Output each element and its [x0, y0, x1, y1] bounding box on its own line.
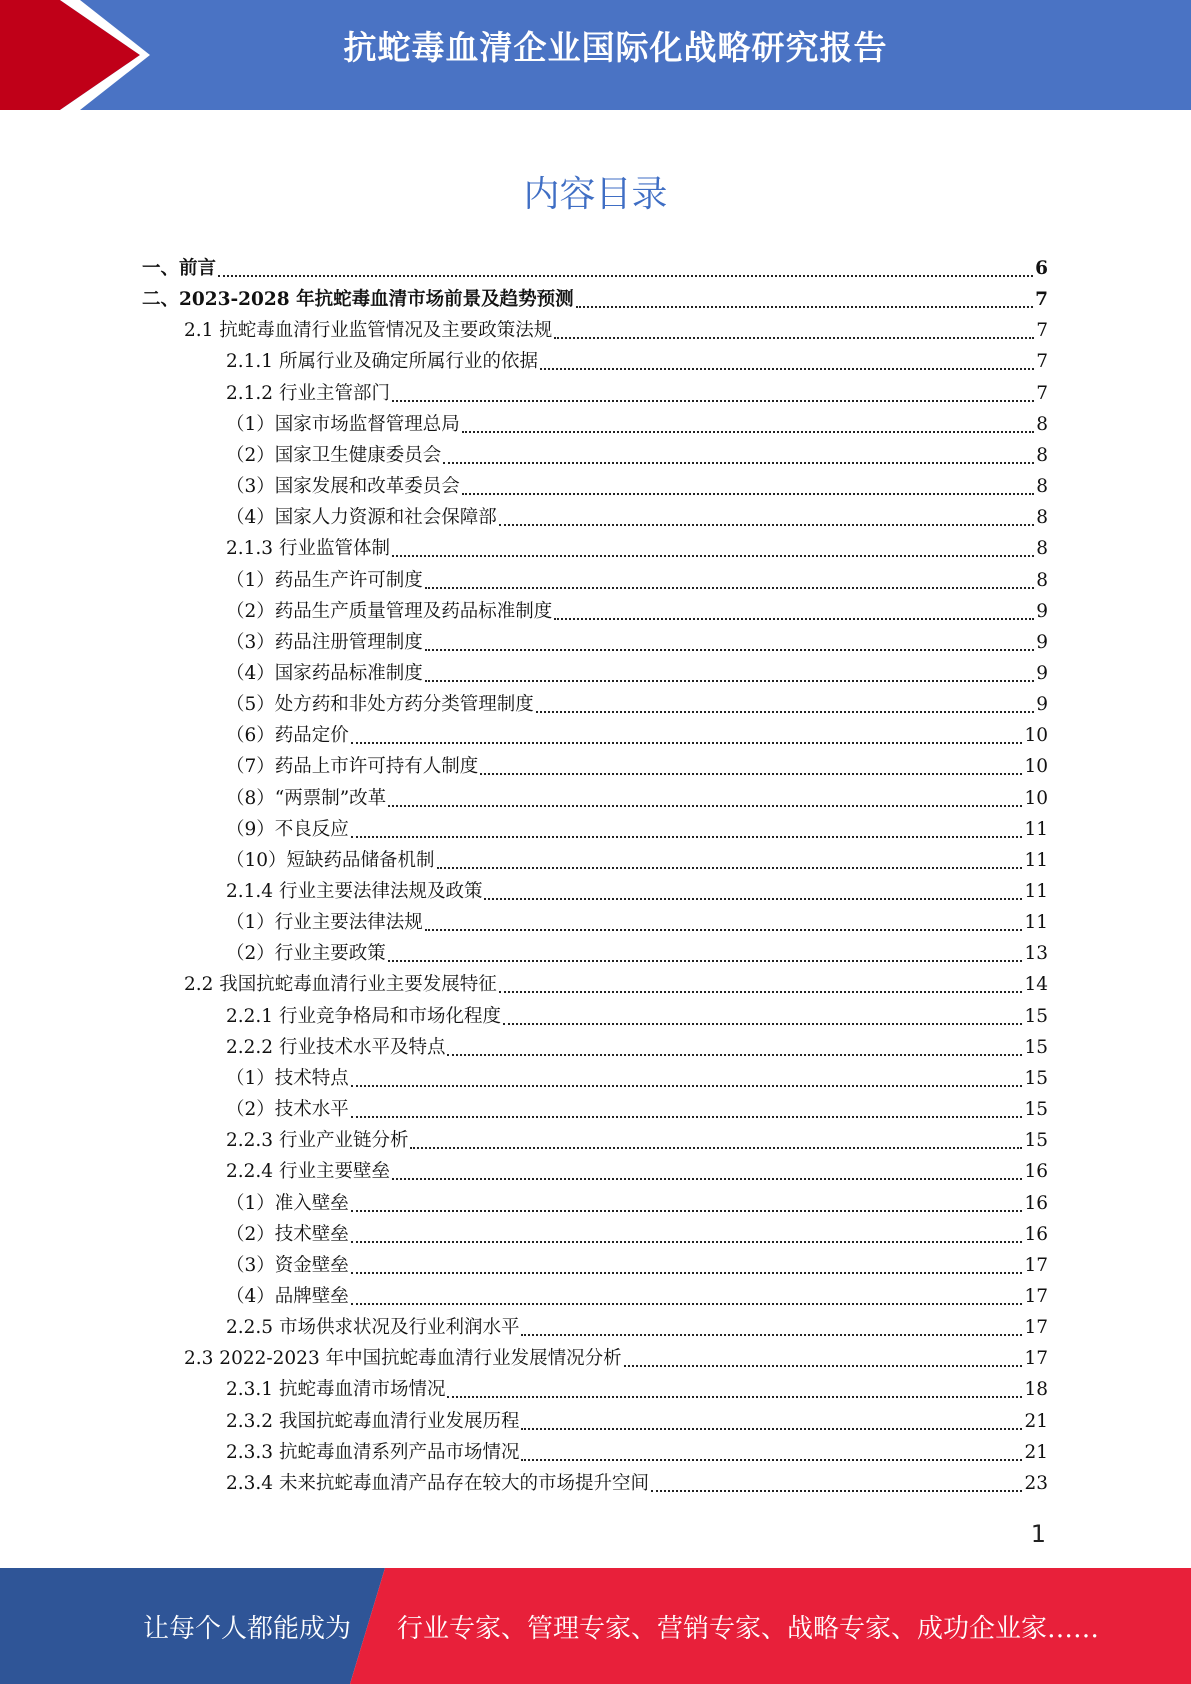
toc-entry[interactable] — [142, 285, 1048, 316]
toc-entry-title: （4）国家药品标准制度 — [226, 662, 423, 684]
toc-entry-title: （2）技术壁垒 — [226, 1223, 349, 1245]
toc-entry-title: （3）资金壁垒 — [226, 1254, 349, 1276]
toc-entry[interactable] — [226, 721, 1048, 752]
toc-leader-dots — [499, 990, 1023, 993]
toc-entry-page: 21 — [1024, 1410, 1048, 1432]
toc-entry-title: （1）准入壁垒 — [226, 1192, 349, 1214]
toc-leader-dots — [651, 1489, 1022, 1492]
footer-banner — [0, 1568, 1191, 1684]
toc-entry[interactable] — [184, 970, 1048, 1001]
toc-entry-page: 16 — [1024, 1223, 1048, 1245]
toc-entry[interactable] — [226, 1220, 1048, 1251]
toc-entry[interactable] — [226, 1469, 1048, 1500]
toc-entry-page: 7 — [1036, 351, 1048, 373]
toc-entry-title: 2.2.1 行业竞争格局和市场化程度 — [226, 1005, 501, 1027]
toc-leader-dots — [536, 710, 1034, 713]
toc-entry[interactable] — [226, 472, 1048, 503]
toc-entry-page: 13 — [1024, 943, 1048, 965]
toc-entry-title: （2）药品生产质量管理及药品标准制度 — [226, 600, 553, 622]
toc-leader-dots — [503, 1022, 1022, 1025]
toc-entry-title: 一、前言 — [142, 258, 217, 279]
toc-entry-title: （9）不良反应 — [226, 818, 349, 840]
toc-entry-page: 8 — [1036, 476, 1048, 498]
toc-entry-page: 15 — [1024, 1005, 1048, 1027]
toc-entry-title: 2.3 2022-2023 年中国抗蛇毒血清行业发展情况分析 — [184, 1348, 622, 1370]
toc-entry[interactable] — [226, 534, 1048, 565]
toc-leader-dots — [425, 586, 1034, 589]
toc-leader-dots — [351, 1240, 1023, 1243]
toc-entry[interactable] — [184, 1344, 1048, 1375]
toc-entry-page: 18 — [1024, 1379, 1048, 1401]
toc-entry[interactable] — [226, 1313, 1048, 1344]
toc-entry-page: 17 — [1024, 1317, 1048, 1339]
toc-entry-page: 16 — [1024, 1192, 1048, 1214]
toc-entry-title: （5）处方药和非处方药分类管理制度 — [226, 694, 534, 716]
toc-entry-page: 17 — [1024, 1285, 1048, 1307]
toc-entry[interactable] — [226, 1002, 1048, 1033]
toc-leader-dots — [447, 1395, 1022, 1398]
toc-entry[interactable] — [226, 877, 1048, 908]
toc-entry-title: 2.2.3 行业产业链分析 — [226, 1130, 409, 1152]
toc-entry-title: （2）技术水平 — [226, 1099, 349, 1121]
toc-entry-title: （1）技术特点 — [226, 1067, 349, 1089]
toc-entry-page: 9 — [1036, 631, 1048, 653]
toc-entry-title: 2.1.2 行业主管部门 — [226, 382, 390, 404]
toc-entry-page: 15 — [1024, 1099, 1048, 1121]
toc-entry-page: 11 — [1024, 912, 1048, 934]
toc-entry-page: 9 — [1036, 600, 1048, 622]
footer-slogan-right: 行业专家、管理专家、营销专家、战略专家、成功企业家…… — [397, 1614, 1100, 1644]
toc-entry[interactable] — [226, 659, 1048, 690]
toc-entry-title: （1）国家市场监督管理总局 — [226, 413, 460, 435]
toc-entry-page: 17 — [1024, 1348, 1048, 1370]
toc-entry-page: 8 — [1036, 507, 1048, 529]
toc-entry-title: （2）国家卫生健康委员会 — [226, 444, 442, 466]
toc-entry-page: 8 — [1036, 444, 1048, 466]
toc-entry-title: 2.2.5 市场供求状况及行业利润水平 — [226, 1317, 520, 1339]
toc-entry-title: 2.3.2 我国抗蛇毒血清行业发展历程 — [226, 1410, 520, 1432]
toc-entry-page: 10 — [1024, 787, 1048, 809]
toc-leader-dots — [351, 1084, 1023, 1087]
toc-entry-page: 10 — [1024, 756, 1048, 778]
toc-entry[interactable] — [226, 628, 1048, 659]
toc-entry-page: 15 — [1024, 1067, 1048, 1089]
toc-entry-title: （4）国家人力资源和社会保障部 — [226, 507, 497, 529]
toc-entry-page: 17 — [1024, 1254, 1048, 1276]
page-number: 1 — [1030, 1520, 1046, 1548]
toc-entry[interactable] — [226, 379, 1048, 410]
toc-leader-dots — [351, 1209, 1023, 1212]
toc-entry[interactable] — [226, 1033, 1048, 1064]
toc-entry[interactable] — [226, 752, 1048, 783]
toc-leader-dots — [351, 835, 1023, 838]
toc-entry-title: （3）国家发展和改革委员会 — [226, 476, 460, 498]
toc-entry[interactable] — [226, 1126, 1048, 1157]
toc-entry[interactable] — [226, 1189, 1048, 1220]
toc-entry[interactable] — [226, 441, 1048, 472]
toc-entry[interactable] — [226, 1157, 1048, 1188]
toc-leader-dots — [388, 804, 1022, 807]
report-title: 抗蛇毒血清企业国际化战略研究报告 — [343, 28, 888, 67]
toc-heading: 内容目录 — [523, 174, 668, 215]
toc-entry-title: （6）药品定价 — [226, 725, 349, 747]
toc-entry-title: 2.2 我国抗蛇毒血清行业主要发展特征 — [184, 974, 497, 996]
toc-entry-page: 9 — [1036, 694, 1048, 716]
toc-entry-title: （2）行业主要政策 — [226, 943, 386, 965]
toc-entry-page: 8 — [1036, 569, 1048, 591]
toc-entry-title: 2.1 抗蛇毒血清行业监管情况及主要政策法规 — [184, 320, 553, 342]
toc-entry-page: 15 — [1024, 1130, 1048, 1152]
toc-entry-page: 11 — [1024, 818, 1048, 840]
toc-entry-title: （7）药品上市许可持有人制度 — [226, 756, 479, 778]
toc-leader-dots — [521, 1458, 1022, 1461]
toc-entry-title: 2.3.1 抗蛇毒血清市场情况 — [226, 1379, 446, 1401]
toc-leader-dots — [462, 492, 1034, 495]
toc-leader-dots — [351, 1302, 1023, 1305]
header-banner — [0, 0, 1191, 110]
toc-entry[interactable] — [226, 846, 1048, 877]
toc-leader-dots — [484, 897, 1022, 900]
toc-entry-page: 8 — [1036, 538, 1048, 560]
toc-entry[interactable] — [226, 815, 1048, 846]
toc-entry[interactable] — [226, 347, 1048, 378]
toc-entry[interactable] — [226, 1375, 1048, 1406]
toc-entry-page: 10 — [1024, 725, 1048, 747]
toc-entry[interactable] — [226, 1251, 1048, 1282]
toc-leader-dots — [388, 959, 1023, 962]
toc-entry-title: 2.2.4 行业主要壁垒 — [226, 1161, 390, 1183]
toc-entry[interactable] — [226, 410, 1048, 441]
toc-entry[interactable] — [226, 939, 1048, 970]
toc-leader-dots — [392, 554, 1034, 557]
toc-leader-dots — [351, 1271, 1023, 1274]
toc-leader-dots — [425, 928, 1023, 931]
toc-leader-dots — [554, 617, 1034, 620]
toc-leader-dots — [576, 305, 1034, 308]
toc-leader-dots — [540, 367, 1034, 370]
toc-entry-title: 2.1.1 所属行业及确定所属行业的依据 — [226, 351, 538, 373]
toc-entry-page: 6 — [1035, 258, 1048, 279]
toc-entry-page: 14 — [1024, 974, 1048, 996]
toc-entry[interactable] — [226, 1407, 1048, 1438]
toc-entry-page: 11 — [1024, 881, 1048, 902]
toc-entry-title: （1）药品生产许可制度 — [226, 569, 423, 591]
toc-entry-page: 21 — [1024, 1441, 1048, 1463]
toc-entry[interactable] — [226, 784, 1048, 815]
toc-entry[interactable] — [184, 316, 1048, 347]
toc-leader-dots — [425, 679, 1034, 682]
toc-entry-title: （10）短缺药品储备机制 — [226, 849, 435, 871]
toc-entry-title: （3）药品注册管理制度 — [226, 631, 423, 653]
toc-entry-title: 2.3.4 未来抗蛇毒血清产品存在较大的市场提升空间 — [226, 1472, 649, 1494]
toc-entry[interactable] — [226, 908, 1048, 939]
toc-entry-title: 二、2023-2028 年抗蛇毒血清市场前景及趋势预测 — [142, 289, 574, 311]
toc-leader-dots — [425, 648, 1034, 651]
toc-entry[interactable] — [226, 566, 1048, 597]
toc-leader-dots — [443, 461, 1034, 464]
toc-leader-dots — [462, 430, 1034, 433]
toc-entry[interactable] — [226, 690, 1048, 721]
toc-entry[interactable] — [226, 597, 1048, 628]
toc-entry-title: （1）行业主要法律法规 — [226, 912, 423, 934]
toc-entry-page: 23 — [1024, 1472, 1048, 1494]
toc-entry-page: 8 — [1036, 413, 1048, 435]
toc-entry[interactable] — [226, 1282, 1048, 1313]
toc-entry-page: 7 — [1036, 320, 1048, 342]
toc-leader-dots — [554, 336, 1034, 339]
toc-entry[interactable] — [226, 1438, 1048, 1469]
toc-leader-dots — [521, 1427, 1022, 1430]
toc-entry-title: 2.1.3 行业监管体制 — [226, 538, 390, 560]
toc-leader-dots — [447, 1053, 1022, 1056]
toc-leader-dots — [521, 1333, 1022, 1336]
toc-leader-dots — [392, 399, 1034, 402]
toc-entry[interactable] — [226, 1095, 1048, 1126]
toc-entry-title: （8）“两票制”改革 — [226, 787, 387, 809]
toc-entry[interactable] — [142, 254, 1048, 285]
toc-leader-dots — [499, 523, 1034, 526]
toc-leader-dots — [437, 866, 1023, 869]
toc-leader-dots — [218, 274, 1033, 277]
footer-slogan-left: 让每个人都能成为 — [143, 1614, 352, 1644]
toc-leader-dots — [480, 772, 1022, 775]
toc-entry-page: 9 — [1036, 662, 1048, 684]
toc-entry-title: （4）品牌壁垒 — [226, 1285, 349, 1307]
toc-leader-dots — [624, 1364, 1023, 1367]
toc-leader-dots — [410, 1146, 1022, 1149]
toc-entry-title: 2.3.3 抗蛇毒血清系列产品市场情况 — [226, 1441, 520, 1463]
toc-leader-dots — [351, 1115, 1023, 1118]
toc-entry[interactable] — [226, 503, 1048, 534]
toc-entry-page: 7 — [1035, 289, 1048, 311]
toc-leader-dots — [351, 741, 1023, 744]
toc-leader-dots — [392, 1177, 1022, 1180]
toc-entry-page: 16 — [1024, 1161, 1048, 1183]
toc-entry[interactable] — [226, 1064, 1048, 1095]
toc-entry-title: 2.2.2 行业技术水平及特点 — [226, 1036, 446, 1058]
toc-entry-title: 2.1.4 行业主要法律法规及政策 — [226, 881, 483, 902]
toc-entry-page: 7 — [1036, 382, 1048, 404]
toc-entry-page: 15 — [1024, 1036, 1048, 1058]
toc-entry-page: 11 — [1024, 849, 1048, 871]
